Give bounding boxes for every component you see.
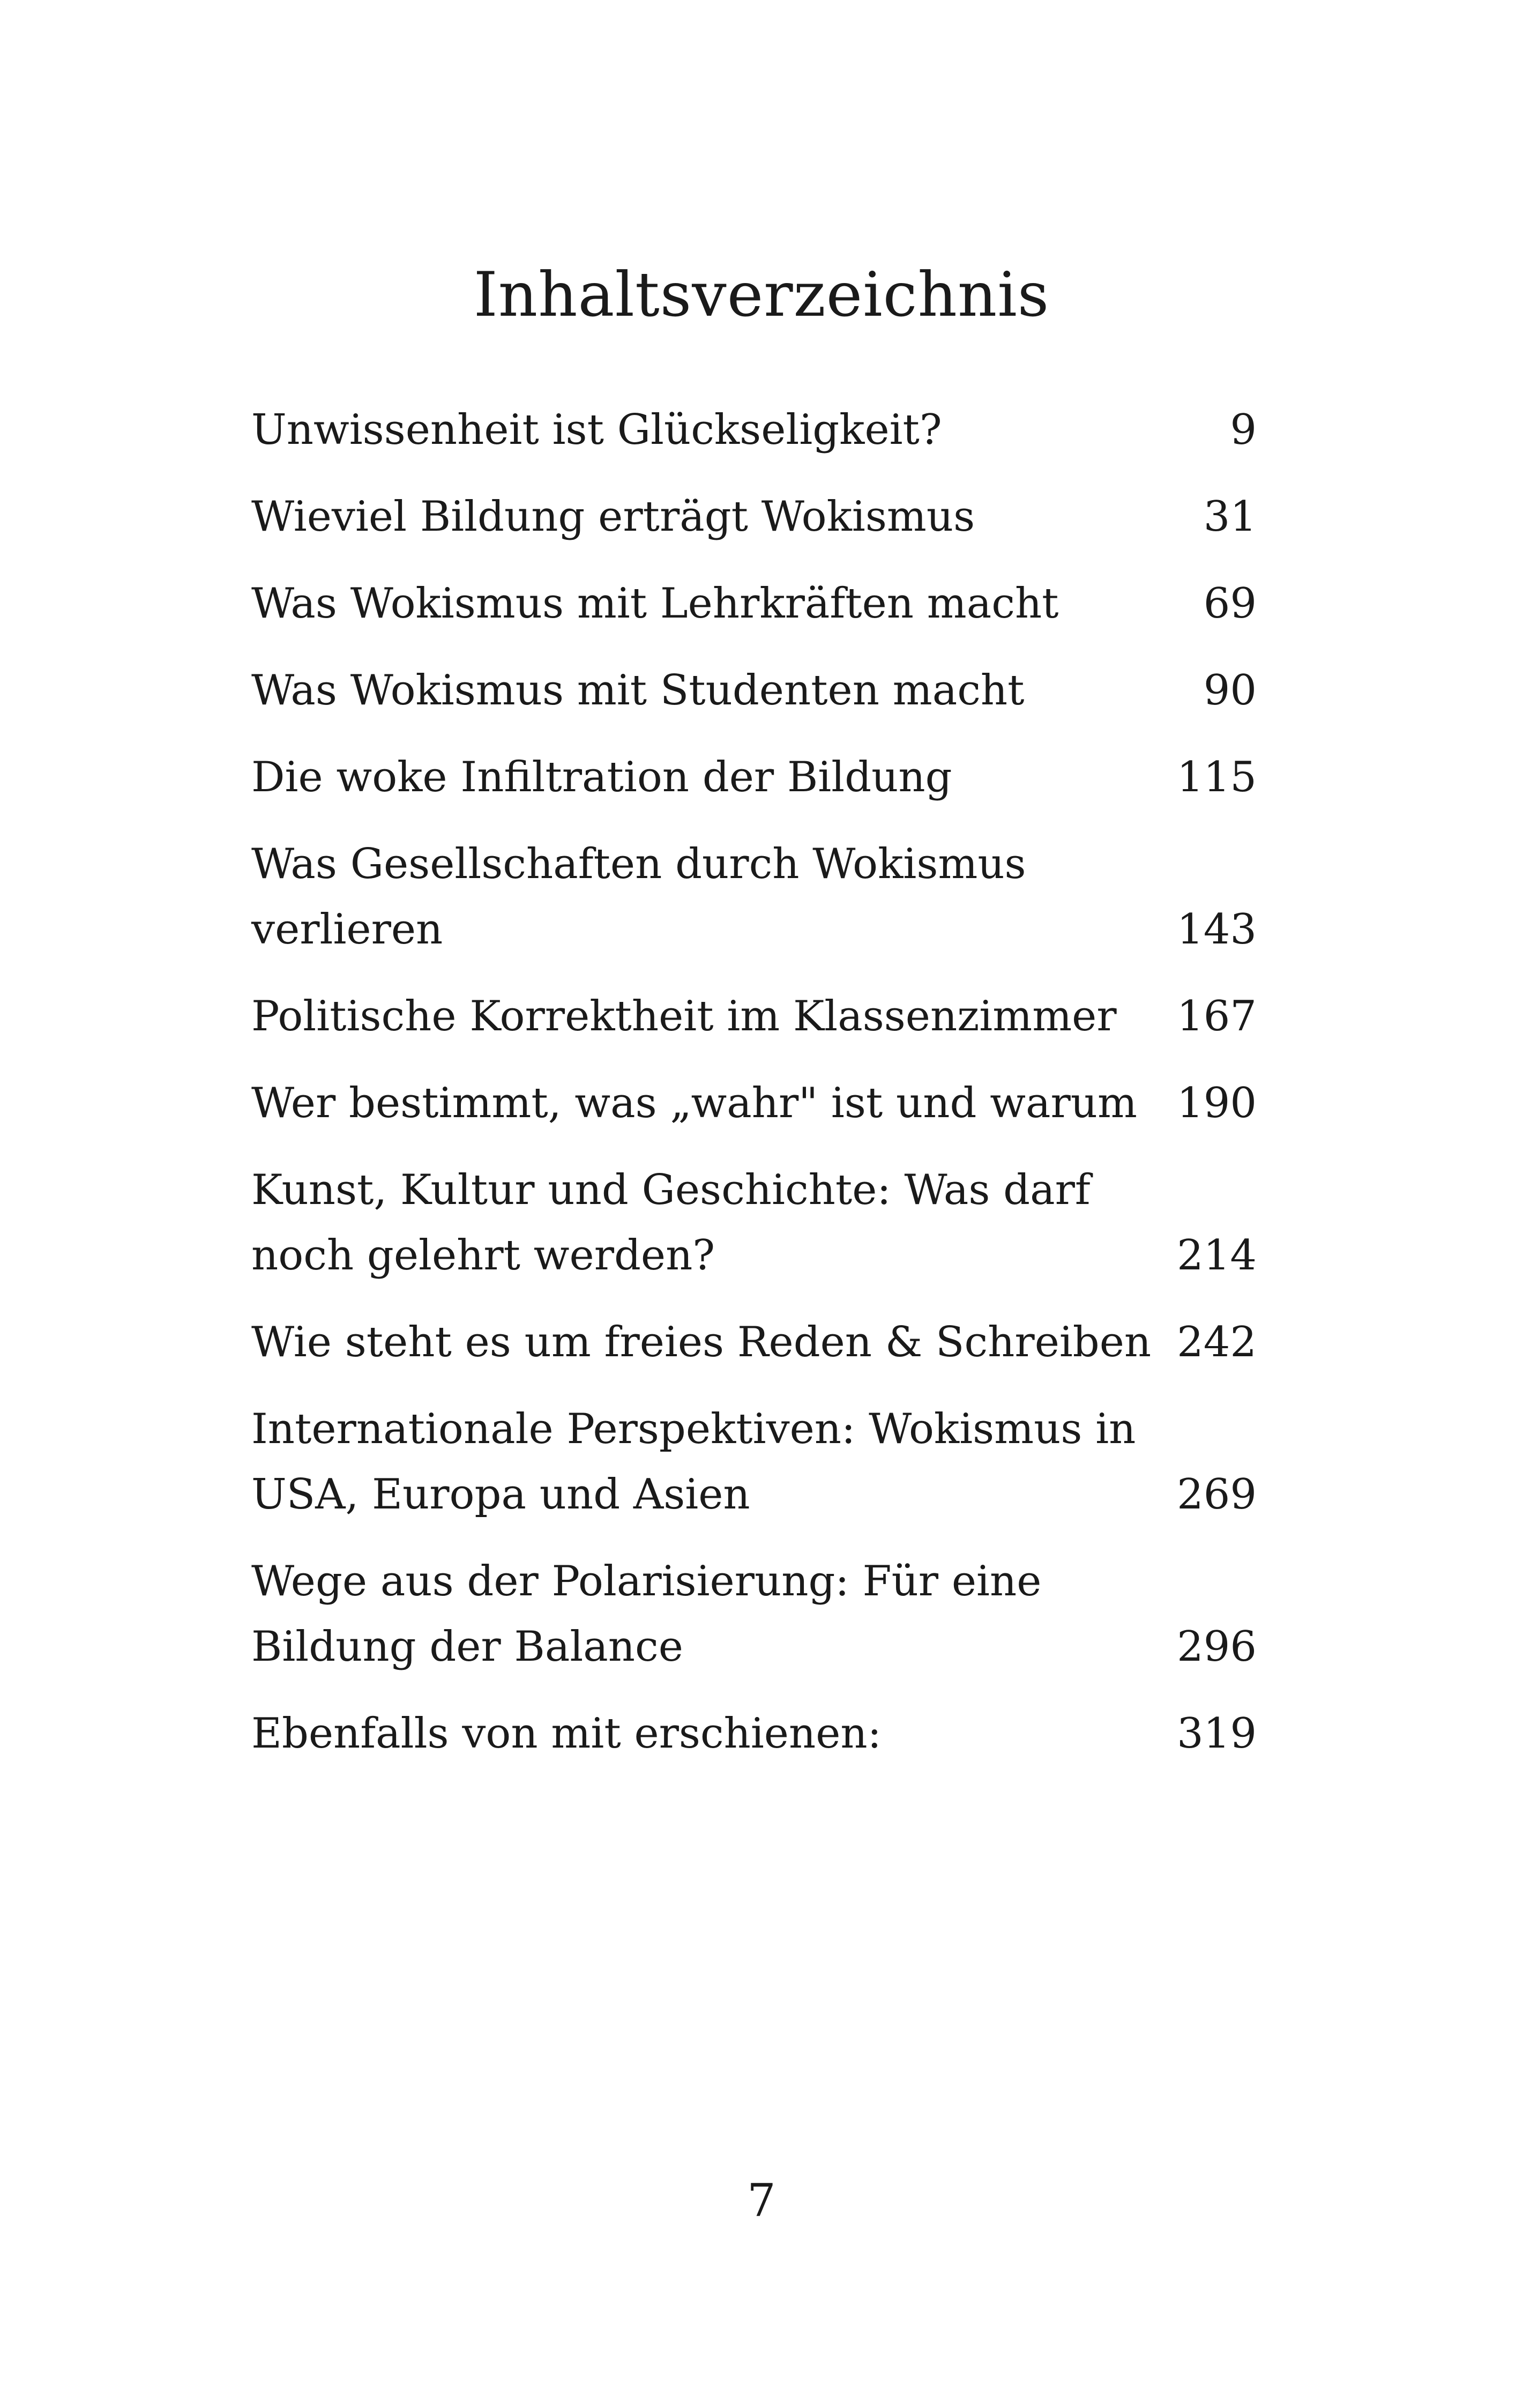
toc-entry xyxy=(251,484,1257,549)
toc-entry-page: 31 xyxy=(1203,493,1257,541)
toc-entry xyxy=(251,984,1257,1049)
toc-list xyxy=(251,397,1257,1788)
toc-entry-page: 214 xyxy=(1177,1231,1257,1280)
toc-entry-title: Internationale Perspektiven: Wokismus in USA, Europa und Asien xyxy=(251,1405,1136,1519)
toc-entry-title: Ebenfalls von mit erschienen: xyxy=(251,1710,882,1758)
toc-entry-page: 115 xyxy=(1177,753,1257,801)
toc-entry-title: Was Wokismus mit Lehrkräften macht xyxy=(251,579,1059,628)
toc-entry-title: Wie steht es um freies Reden & Schreiben xyxy=(251,1318,1152,1366)
toc-heading: Inhaltsverzeichnis xyxy=(473,259,1050,330)
toc-entry-title: Was Gesellschaften durch Wokismus verlieren xyxy=(251,840,1026,954)
toc-entry xyxy=(251,397,1257,463)
toc-entry xyxy=(251,1701,1257,1766)
toc-entry xyxy=(251,831,1257,962)
page-number: 7 xyxy=(747,2174,776,2227)
toc-entry xyxy=(251,745,1257,810)
toc-entry-page: 296 xyxy=(1177,1623,1257,1671)
toc-entry-title: Politische Korrektheit im Klassenzimmer xyxy=(251,992,1117,1041)
toc-entry xyxy=(251,1071,1257,1136)
toc-entry-page: 143 xyxy=(1177,905,1257,954)
toc-entry xyxy=(251,1549,1257,1679)
toc-entry xyxy=(251,1157,1257,1288)
toc-entry-title: Unwissenheit ist Glückseligkeit? xyxy=(251,406,942,454)
toc-entry-page: 90 xyxy=(1203,666,1257,715)
toc-entry-title: Was Wokismus mit Studenten macht xyxy=(251,666,1025,715)
toc-entry-page: 190 xyxy=(1177,1079,1257,1127)
toc-entry-title: Wer bestimmt, was „wahr" ist und warum xyxy=(251,1079,1137,1127)
toc-entry-page: 9 xyxy=(1230,406,1257,454)
toc-entry-page: 167 xyxy=(1177,992,1257,1041)
toc-entry-page: 269 xyxy=(1177,1470,1257,1519)
toc-entry-title: Wege aus der Polarisierung: Für eine Bildung der Balance xyxy=(251,1557,1042,1671)
toc-entry-page: 69 xyxy=(1203,579,1257,628)
toc-entry-title: Wieviel Bildung erträgt Wokismus xyxy=(251,493,975,541)
toc-entry-title: Kunst, Kultur und Geschichte: Was darf noch gelehrt werden? xyxy=(251,1166,1091,1280)
toc-entry xyxy=(251,658,1257,723)
toc-entry xyxy=(251,1310,1257,1375)
toc-entry-page: 319 xyxy=(1177,1710,1257,1758)
toc-entry xyxy=(251,1396,1257,1527)
toc-entry-page: 242 xyxy=(1177,1318,1257,1366)
toc-entry-title: Die woke Infiltration der Bildung xyxy=(251,753,952,801)
toc-entry xyxy=(251,571,1257,636)
